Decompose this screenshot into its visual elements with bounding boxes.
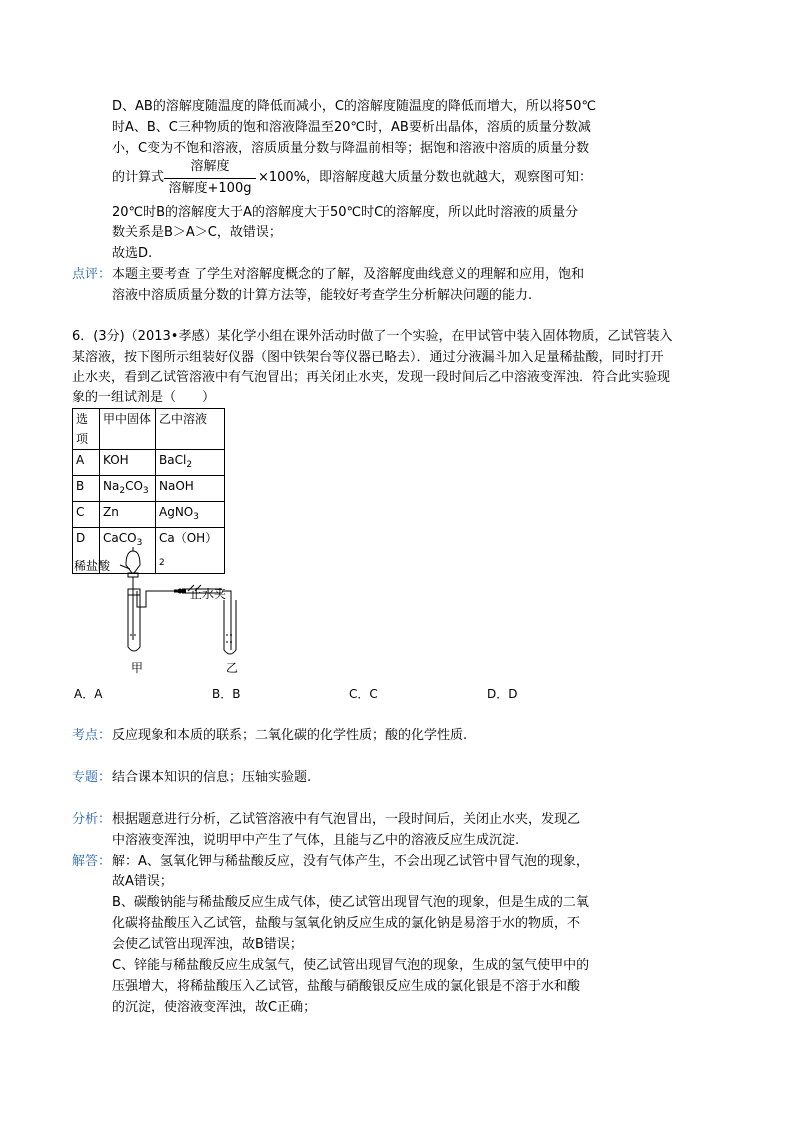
jieda-line-5: 会使乙试管出现浑浊，故B错误； bbox=[112, 937, 303, 952]
header-solid: 甲中固体 bbox=[100, 409, 156, 450]
solid-cell: $Na_2CO_3$ bbox=[100, 476, 156, 502]
tube-jia-label: 甲 bbox=[131, 661, 144, 675]
kaodian-label: 考点： bbox=[72, 728, 112, 743]
funnel-label: 稀盐酸 bbox=[74, 559, 111, 573]
fenxi-line-2: 中溶液变浑浊，说明甲中产生了气体，且能与乙中的溶液反应生成沉淀. bbox=[112, 833, 520, 848]
comment-label: 点评： bbox=[72, 267, 112, 282]
jieda-line-3: B、碳酸钠能与稀盐酸反应生成气体，使乙试管出现冒气泡的现象，但是生成的二氧 bbox=[112, 895, 589, 910]
comment-line-1: 本题主要考查 了学生对溶解度概念的了解，及溶解度曲线意义的理解和应用，饱和 bbox=[112, 267, 585, 282]
formula-prefix: 的计算式 bbox=[112, 170, 165, 185]
option-cell: D bbox=[73, 528, 100, 574]
choice-b[interactable]: B．B bbox=[212, 687, 241, 701]
prev-d-line-2: 时A、B、C三种物质的饱和溶液降温至20℃时，AB要析出晶体，溶质的质量分数减 bbox=[112, 120, 591, 135]
table-row bbox=[73, 476, 225, 502]
tube-jia bbox=[128, 595, 140, 651]
water-clamp bbox=[188, 585, 194, 591]
table-row bbox=[73, 450, 225, 476]
choice-a[interactable]: A．A bbox=[74, 687, 103, 701]
clamp-label: 止水夹 bbox=[190, 587, 227, 601]
formula-numerator: 溶解度 bbox=[190, 159, 230, 174]
choice-d[interactable]: D．D bbox=[487, 687, 518, 701]
fraction-bar bbox=[164, 178, 256, 179]
solid-cell: Zn bbox=[100, 502, 156, 528]
solution-cell: AgNO$_3$ bbox=[156, 502, 225, 528]
question-6-line-2: 某溶液，按下图所示组装好仪器（图中铁架台等仪器已略去）．通过分液漏斗加入足量稀盐酸，同时打开 bbox=[72, 350, 664, 365]
delivery-tube bbox=[137, 591, 182, 607]
tube-jia-stopper bbox=[128, 589, 140, 595]
jieda-line-2: 故A错误； bbox=[112, 874, 173, 889]
funnel-stopcock bbox=[128, 573, 138, 577]
solution-cell: $Ca(OH)_2$ bbox=[156, 528, 225, 574]
formula-denominator: 溶解度+100g bbox=[168, 181, 252, 196]
jieda-line-1: 解：A、氢氧化钾与稀盐酸反应，没有气体产生，不会出现乙试管中冒气泡的现象， bbox=[112, 854, 589, 869]
question-6-line-4: 象的一组试剂是（ ） bbox=[72, 390, 216, 405]
jieda-line-6: C、锌能与稀盐酸反应生成氢气，使乙试管出现冒气泡的现象，生成的氢气使甲中的 bbox=[112, 958, 590, 973]
question-6-line-1: 6．(3分)（2013•孝感）某化学小组在课外活动时做了一个实验，在甲试管中装入固体物质，乙试管装入 bbox=[72, 329, 673, 344]
prev-after-line-1: 20℃时B的溶解度大于A的溶解度大于50℃时C的溶解度，所以此时溶液的质量分 bbox=[112, 205, 579, 220]
option-cell: B bbox=[73, 476, 100, 502]
jieda-line-8: 的沉淀，使溶液变浑浊，故C正确； bbox=[112, 1000, 317, 1015]
choice-c[interactable]: C．C bbox=[349, 687, 378, 701]
prev-d-line-1: D、AB的溶解度随温度的降低而减小，C的溶解度随温度的降低而增大，所以将50℃ bbox=[112, 99, 597, 114]
jieda-line-4: 化碳将盐酸压入乙试管，盐酸与氢氧化钠反应生成的氯化钠是易溶于水的物质，不 bbox=[112, 916, 581, 931]
tube-yi-inlet bbox=[222, 591, 231, 650]
fenxi-line-1: 根据题意进行分析，乙试管溶液中有气泡冒出，一段时间后，关闭止水夹，发现乙 bbox=[112, 812, 581, 827]
jieda-label: 解答： bbox=[72, 854, 112, 869]
solution-cell: BaCl$_2$ bbox=[156, 450, 225, 476]
jieda-line-7: 压强增大，将稀盐酸压入乙试管，盐酸与硝酸银反应生成的氯化银是不溶于水和酸 bbox=[112, 979, 581, 994]
question-6-line-3: 止水夹，看到乙试管溶液中有气泡冒出；再关闭止水夹，发现一段时间后乙中溶液变浑浊．符合此实验现 bbox=[72, 370, 671, 385]
solid-cell: CaCO$_3$ bbox=[100, 528, 156, 574]
formula-suffix: ×100%，即溶解度越大质量分数也就越大，观察图可知： bbox=[258, 170, 593, 185]
prev-d-line-3: 小，C变为不饱和溶液，溶质质量分数与降温前相等；据饱和溶液中溶质的质量分数 bbox=[112, 141, 590, 156]
option-cell: A bbox=[73, 450, 100, 476]
solid-cell: KOH bbox=[100, 450, 156, 476]
solution-cell: NaOH bbox=[156, 476, 225, 502]
table-row bbox=[73, 502, 225, 528]
option-cell: C bbox=[73, 502, 100, 528]
zhuanti-label: 专题： bbox=[72, 770, 112, 785]
apparatus-drawing bbox=[70, 545, 270, 665]
fenxi-label: 分析： bbox=[72, 812, 112, 827]
separatory-funnel bbox=[126, 551, 140, 573]
comment-line-2: 溶液中溶质质量分数的计算方法等，能较好考查学生分析解决问题的能力. bbox=[112, 288, 533, 303]
prev-after-line-2: 数关系是B＞A＞C，故错误； bbox=[112, 225, 282, 240]
zhuanti-text: 结合课本知识的信息；压轴实验题. bbox=[112, 770, 312, 785]
header-solution: 乙中溶液 bbox=[156, 409, 225, 450]
table-header-row bbox=[73, 409, 225, 450]
tube-yi bbox=[224, 600, 236, 654]
header-option: 选项 bbox=[73, 409, 100, 450]
kaodian-text: 反应现象和本质的联系；二氧化碳的化学性质；酸的化学性质. bbox=[112, 728, 468, 743]
tube-yi-label: 乙 bbox=[226, 661, 239, 675]
prev-after-line-3: 故选D. bbox=[112, 246, 153, 261]
